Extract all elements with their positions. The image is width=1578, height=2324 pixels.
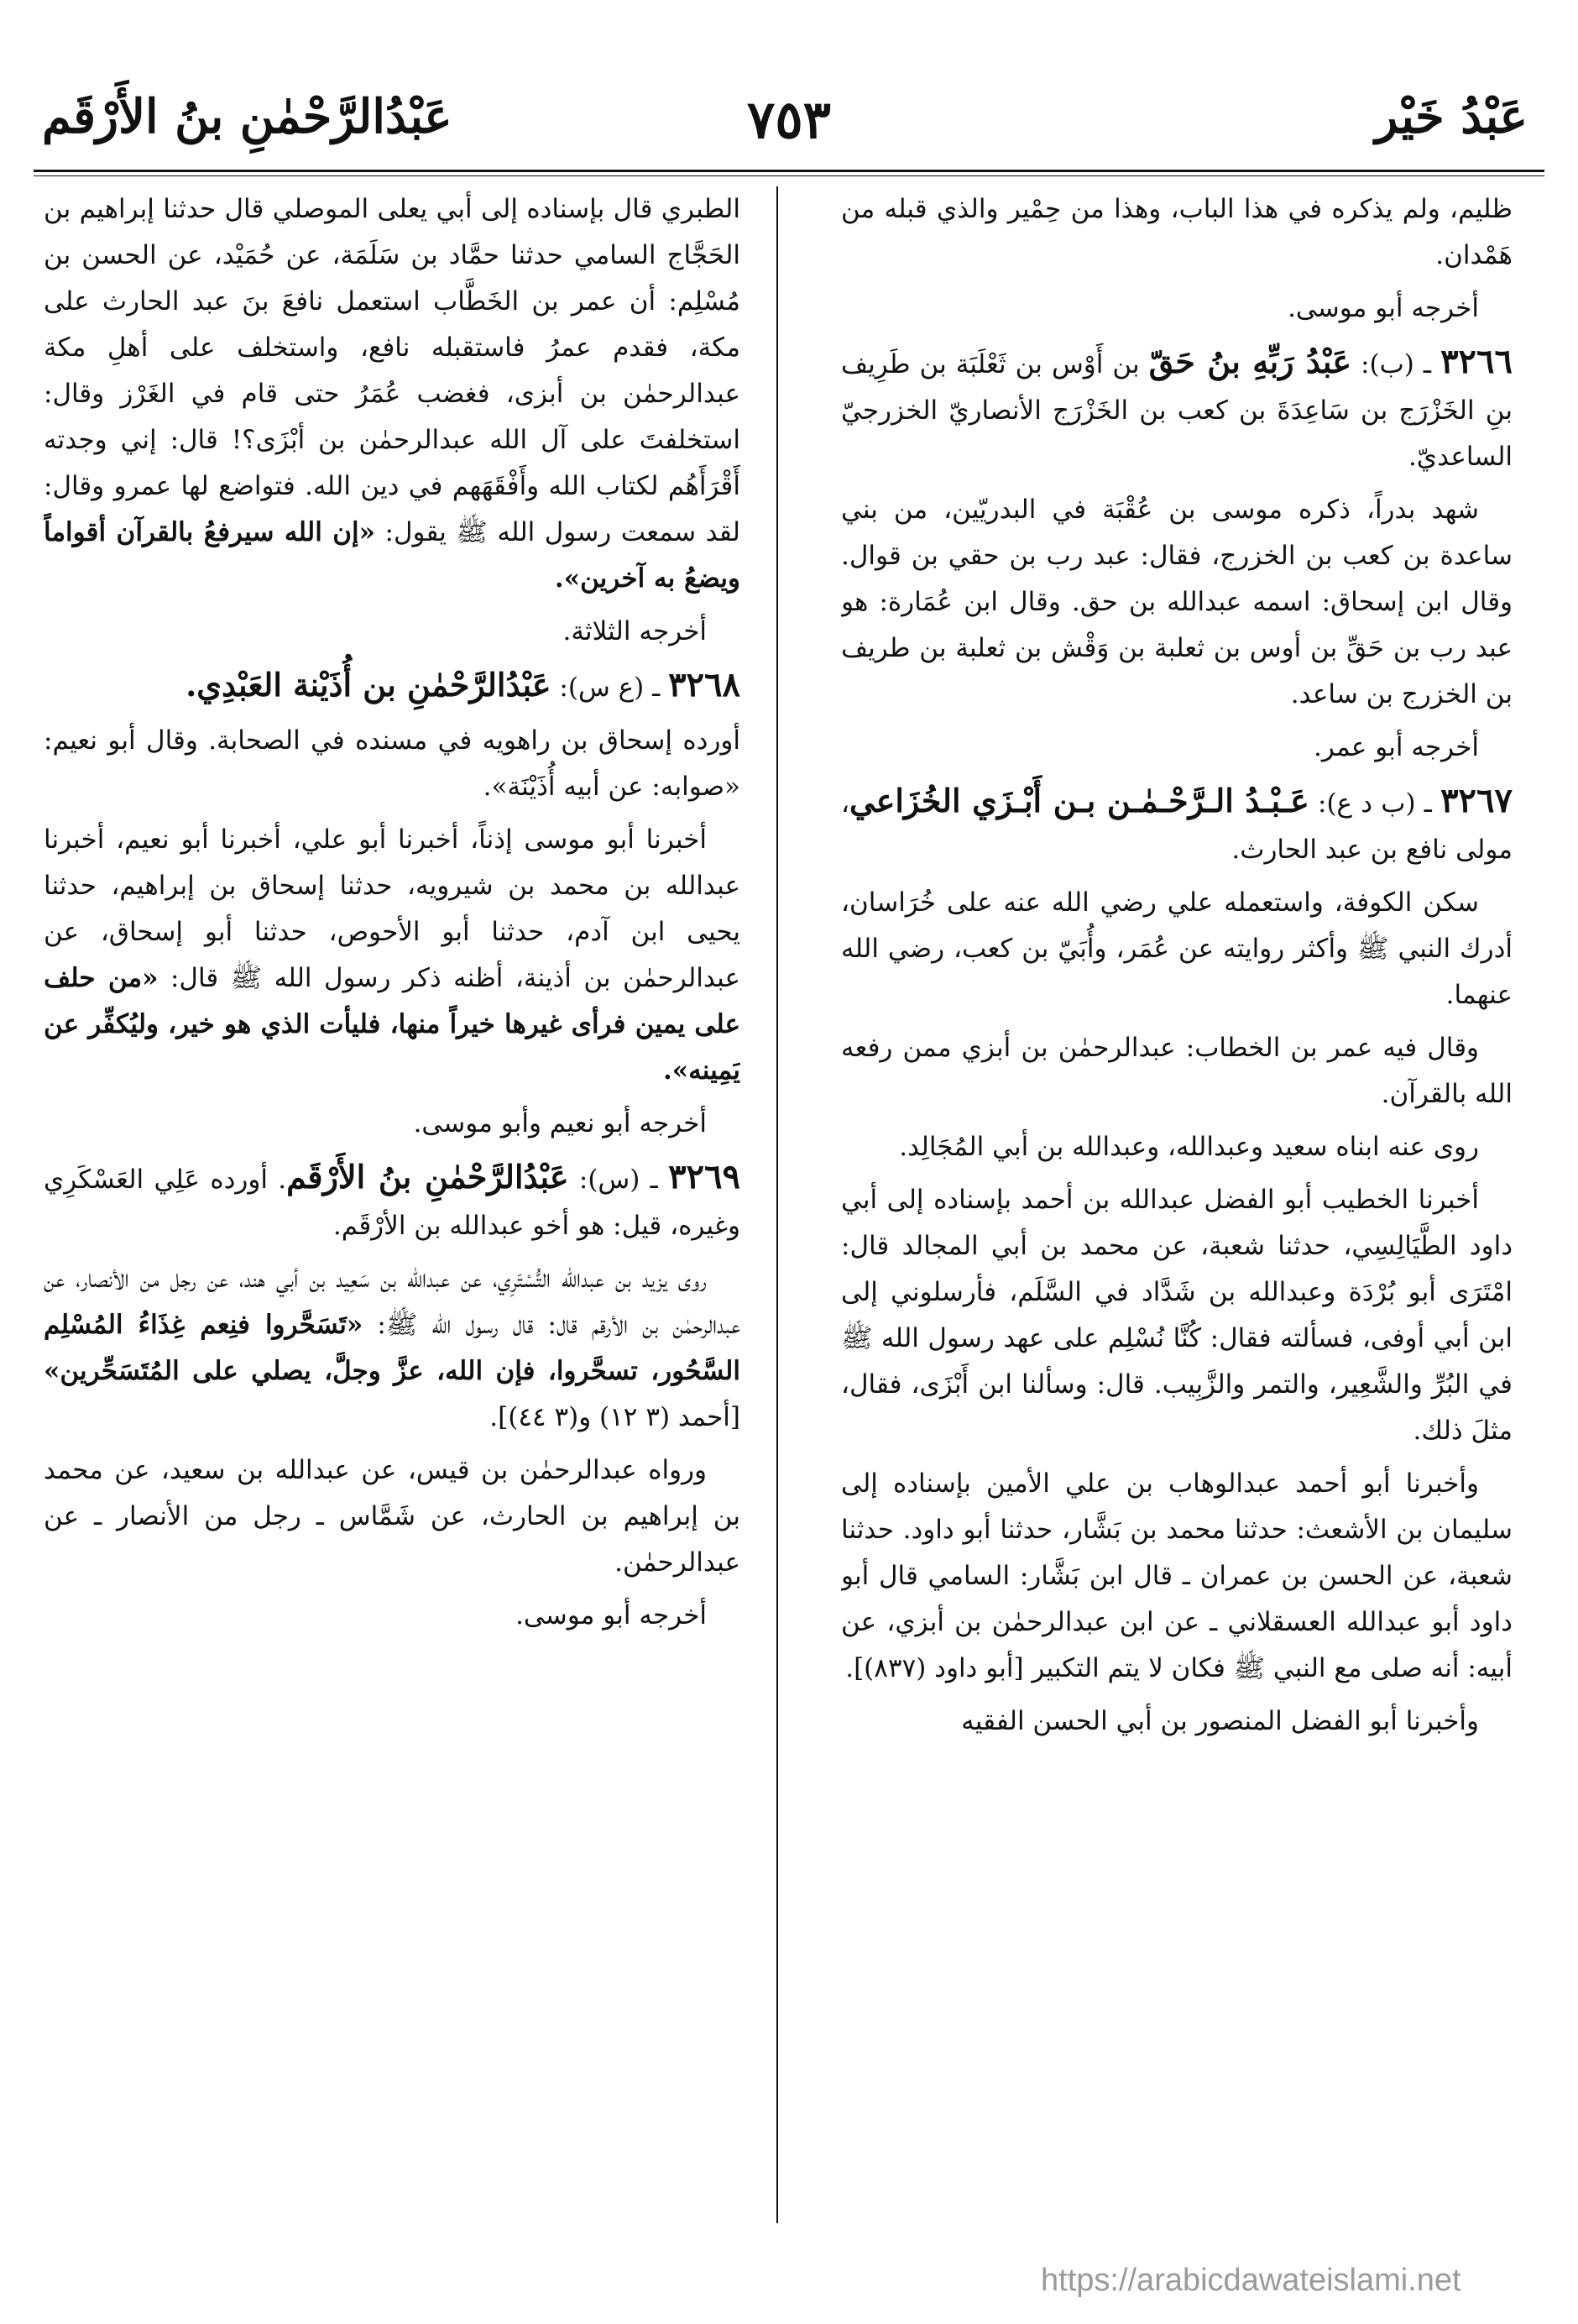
entry-name: عَبْدُالرَّحْمٰنِ بن أُذَيْنة العَبْدِي. [185,666,551,704]
entry-number: ٣٢٦٨ [668,665,740,704]
watermark-url: https://arabicdawateislami.net [1041,2263,1461,2298]
paragraph-text: روى يزيد بن عبدالله التُّسْتَرِي، عن عبدالله بن سَعِيد بن أبي هند، عن رجل من الأنصار، عن عبدالرحمٰن بن الأرقم قال: قال رسول الله ﷺ: [44,1264,740,1340]
paragraph: أخرجه أبو عمر. [1313,732,1479,762]
right-column [841,186,1513,2232]
paragraph: وأخبرنا أبو أحمد عبدالوهاب بن علي الأمين بإسناده إلى سليمان بن الأشعث: حدثنا محمد بن بَشَّار، حدثنا أبو داود. حدثنا شعبة، عن الحسن بن عمران ـ قال ابن بَشَّار: السامي قال أبو داود أبو عبدالله العسقلاني ـ عن ابن عبدالرحمٰن بن أبزي، عن أبيه: أنه صلى مع النبي ﷺ فكان لا يتم التكبير [أبو داود (٨٣٧)]. [841,1468,1513,1683]
paragraph [44,817,740,1094]
paragraph-text: أخبرنا أبو موسى إذناً، أخبرنا أبو علي، أخبرنا أبو نعيم، أخبرنا عبدالله بن محمد بن شيرويه، حدثنا إسحاق بن إبراهيم، حدثنا يحيى ابن آدم، حدثنا أبو الأحوص، حدثنا أبو إسحاق، عن عبدالرحمٰن بن أذينة، أظنه ذكر رسول الله ﷺ قال: [44,824,740,993]
paragraph [44,186,740,602]
entry-3269 [44,1154,740,1249]
entry-3267 [841,777,1513,873]
paragraph: أخرجه أبو موسى. [1288,293,1479,323]
paragraph: أخرجه أبو نعيم وأبو موسى. [413,1108,707,1138]
page-number: ٧٥٣ [747,89,831,150]
citation: [أحمد (٣ ١٢) و(٣ ٤٤)]. [489,1402,740,1432]
entry-name: عَـبْـدُ الـرَّحْـمٰـن بـن أَبْـزَي الخُزَاعي [849,782,1309,819]
entry-number: ٣٢٦٧ [1440,781,1513,820]
entry-name: عَبْدُ رَبِّهِ بنُ حَقّ [1148,343,1352,380]
hadith-text: «إن الله سيرفعُ بالقرآن أقواماً ويضعُ به آخرين». [44,517,740,594]
header-rule-thin [34,175,1544,176]
page-header [34,76,1544,168]
entry-code: ـ (ب د ع): [1309,788,1441,819]
paragraph: شهد بدراً، ذكره موسى بن عُقْبَة في البدريّين، من بني ساعدة بن كعب بن الخزرج، فقال: عبد رب بن حقي بن قوال. وقال ابن إسحاق: اسمه عبدالله بن حق. وقال ابن عُمَارة: هو عبد رب بن حَقِّ بن أوس بن ثعلبة بن وَقْش بن ثعلبة بن طريف بن الخزرج بن ساعد. [841,495,1513,709]
paragraph [44,1256,740,1441]
left-column [44,186,740,2232]
entry-3268 [44,662,740,711]
entry-code: ـ (ع س): [551,673,669,703]
paragraph-text: الطبري قال بإسناده إلى أبي يعلى الموصلي قال حدثنا إبراهيم بن الحَجَّاج السامي حدثنا حمَّاد بن سَلَمَة، عن حُمَيْد، عن الحسن بن مُسْلِم: أن عمر بن الخَطَّاب استعمل نافعَ بنَ عبد الحارث على مكة، فقدم عمرُ فاستقبله نافع، واستخلف على أهلِ مكة عبدالرحمٰن بن أبزى، فغضب عُمَرُ حتى قام في الغَرْز وقال: استخلفتَ على آل الله عبدالرحمٰن بن أبْزَى؟! قال: إني وجدته أَقْرَأَهُم لكتاب الله وأَفْقَهَهم في دين الله. فتواضع لها عمرو وقال: لقد سمعت رسول الله ﷺ يقول: [44,194,740,547]
running-title-left: عَبْدُالرَّحْمٰنِ بنُ الأَرْقَم [42,89,452,144]
paragraph: أخبرنا الخطيب أبو الفضل عبدالله بن أحمد بإسناده إلى أبي داود الطَّيَالِسِي، حدثنا شعبة، عن محمد بن أبي المجالد قال: امْتَرَى أبو بُرْدَة وعبدالله بن شَدَّاد في السَّلَم، فأرسلوني إلى ابن أبي أوفى، فسألته فقال: كُنَّا نُسْلِم على عهد رسول الله ﷺ في البُرِّ والشَّعِير، والتمر والزَّبِيب. قال: وسألنا ابن أَبْزَى، فقال، مثلَ ذلك. [841,1185,1513,1446]
paragraph: ظليم، ولم يذكره في هذا الباب، وهذا من حِمْير والذي قبله من هَمْدان. [841,194,1513,270]
hadith-text: «من حلف على يمين فرأى غيرها خيراً منها، فليأت الذي هو خير، وليُكفِّر عن يَمِينه». [44,963,740,1086]
paragraph: روى عنه ابناه سعيد وعبدالله، وعبدالله بن أبي المُجَالِد. [899,1132,1479,1162]
header-rule [34,170,1544,172]
entry-code: ـ (ب): [1351,349,1441,379]
paragraph: أورده إسحاق بن راهويه في مسنده في الصحابة. وقال أبو نعيم: «صوابه: عن أبيه أُذَيْنَة». [44,725,740,802]
hadith-text: «تَسَحَّروا فنِعم غِذَاءُ المُسْلِم السَّحُور، تسحَّروا، فإن الله، عزَّ وجلَّ، يصلي على المُتَسَحِّرين» [44,1310,740,1386]
entry-code: ـ (س): [568,1165,669,1195]
paragraph: وقال فيه عمر بن الخطاب: عبدالرحمٰن بن أبزي ممن رفعه الله بالقرآن. [841,1033,1513,1109]
paragraph: أخرجه الثلاثة. [562,616,707,646]
entry-name: عَبْدُالرَّحْمٰنِ بنُ الأَرْقَم [286,1158,569,1196]
entry-lineage: . أورده عَلِي العَسْكَرِي وغيره، قيل: هو أخو عبدالله بن الأرْقَم. [44,1165,740,1241]
column-divider [776,186,778,2223]
entry-lineage: ، مولى نافع بن عبد الحارث. [841,788,1513,865]
paragraph: وأخبرنا أبو الفضل المنصور بن أبي الحسن الفقيه [961,1706,1479,1736]
entry-lineage: بن أَوْس بن ثَعْلَبَة بن طَرِيف بنِ الخَزْرَج بن سَاعِدَةَ بن كعب بن الخَزْرَج الأنصاريّ الخزرجيّ الساعديّ. [841,349,1513,472]
entry-3266 [841,338,1513,480]
entry-number: ٣٢٦٦ [1440,342,1513,381]
entry-number: ٣٢٦٩ [668,1157,740,1196]
paragraph: ورواه عبدالرحمٰن بن قيس، عن عبدالله بن سعيد، عن محمد بن إبراهيم بن الحارث، عن شَمَّاس ـ رجل من الأنصار ـ عن عبدالرحمٰن. [44,1455,740,1578]
running-title-right: عَبْدُ خَيْر [1375,89,1528,144]
paragraph: سكن الكوفة، واستعمله علي رضي الله عنه على خُرَاسان، أدرك النبي ﷺ وأكثر روايته عن عُمَر، وأُبَيّ بن كعب، رضي الله عنهما. [841,887,1513,1010]
paragraph: أخرجه أبو موسى. [515,1600,707,1630]
